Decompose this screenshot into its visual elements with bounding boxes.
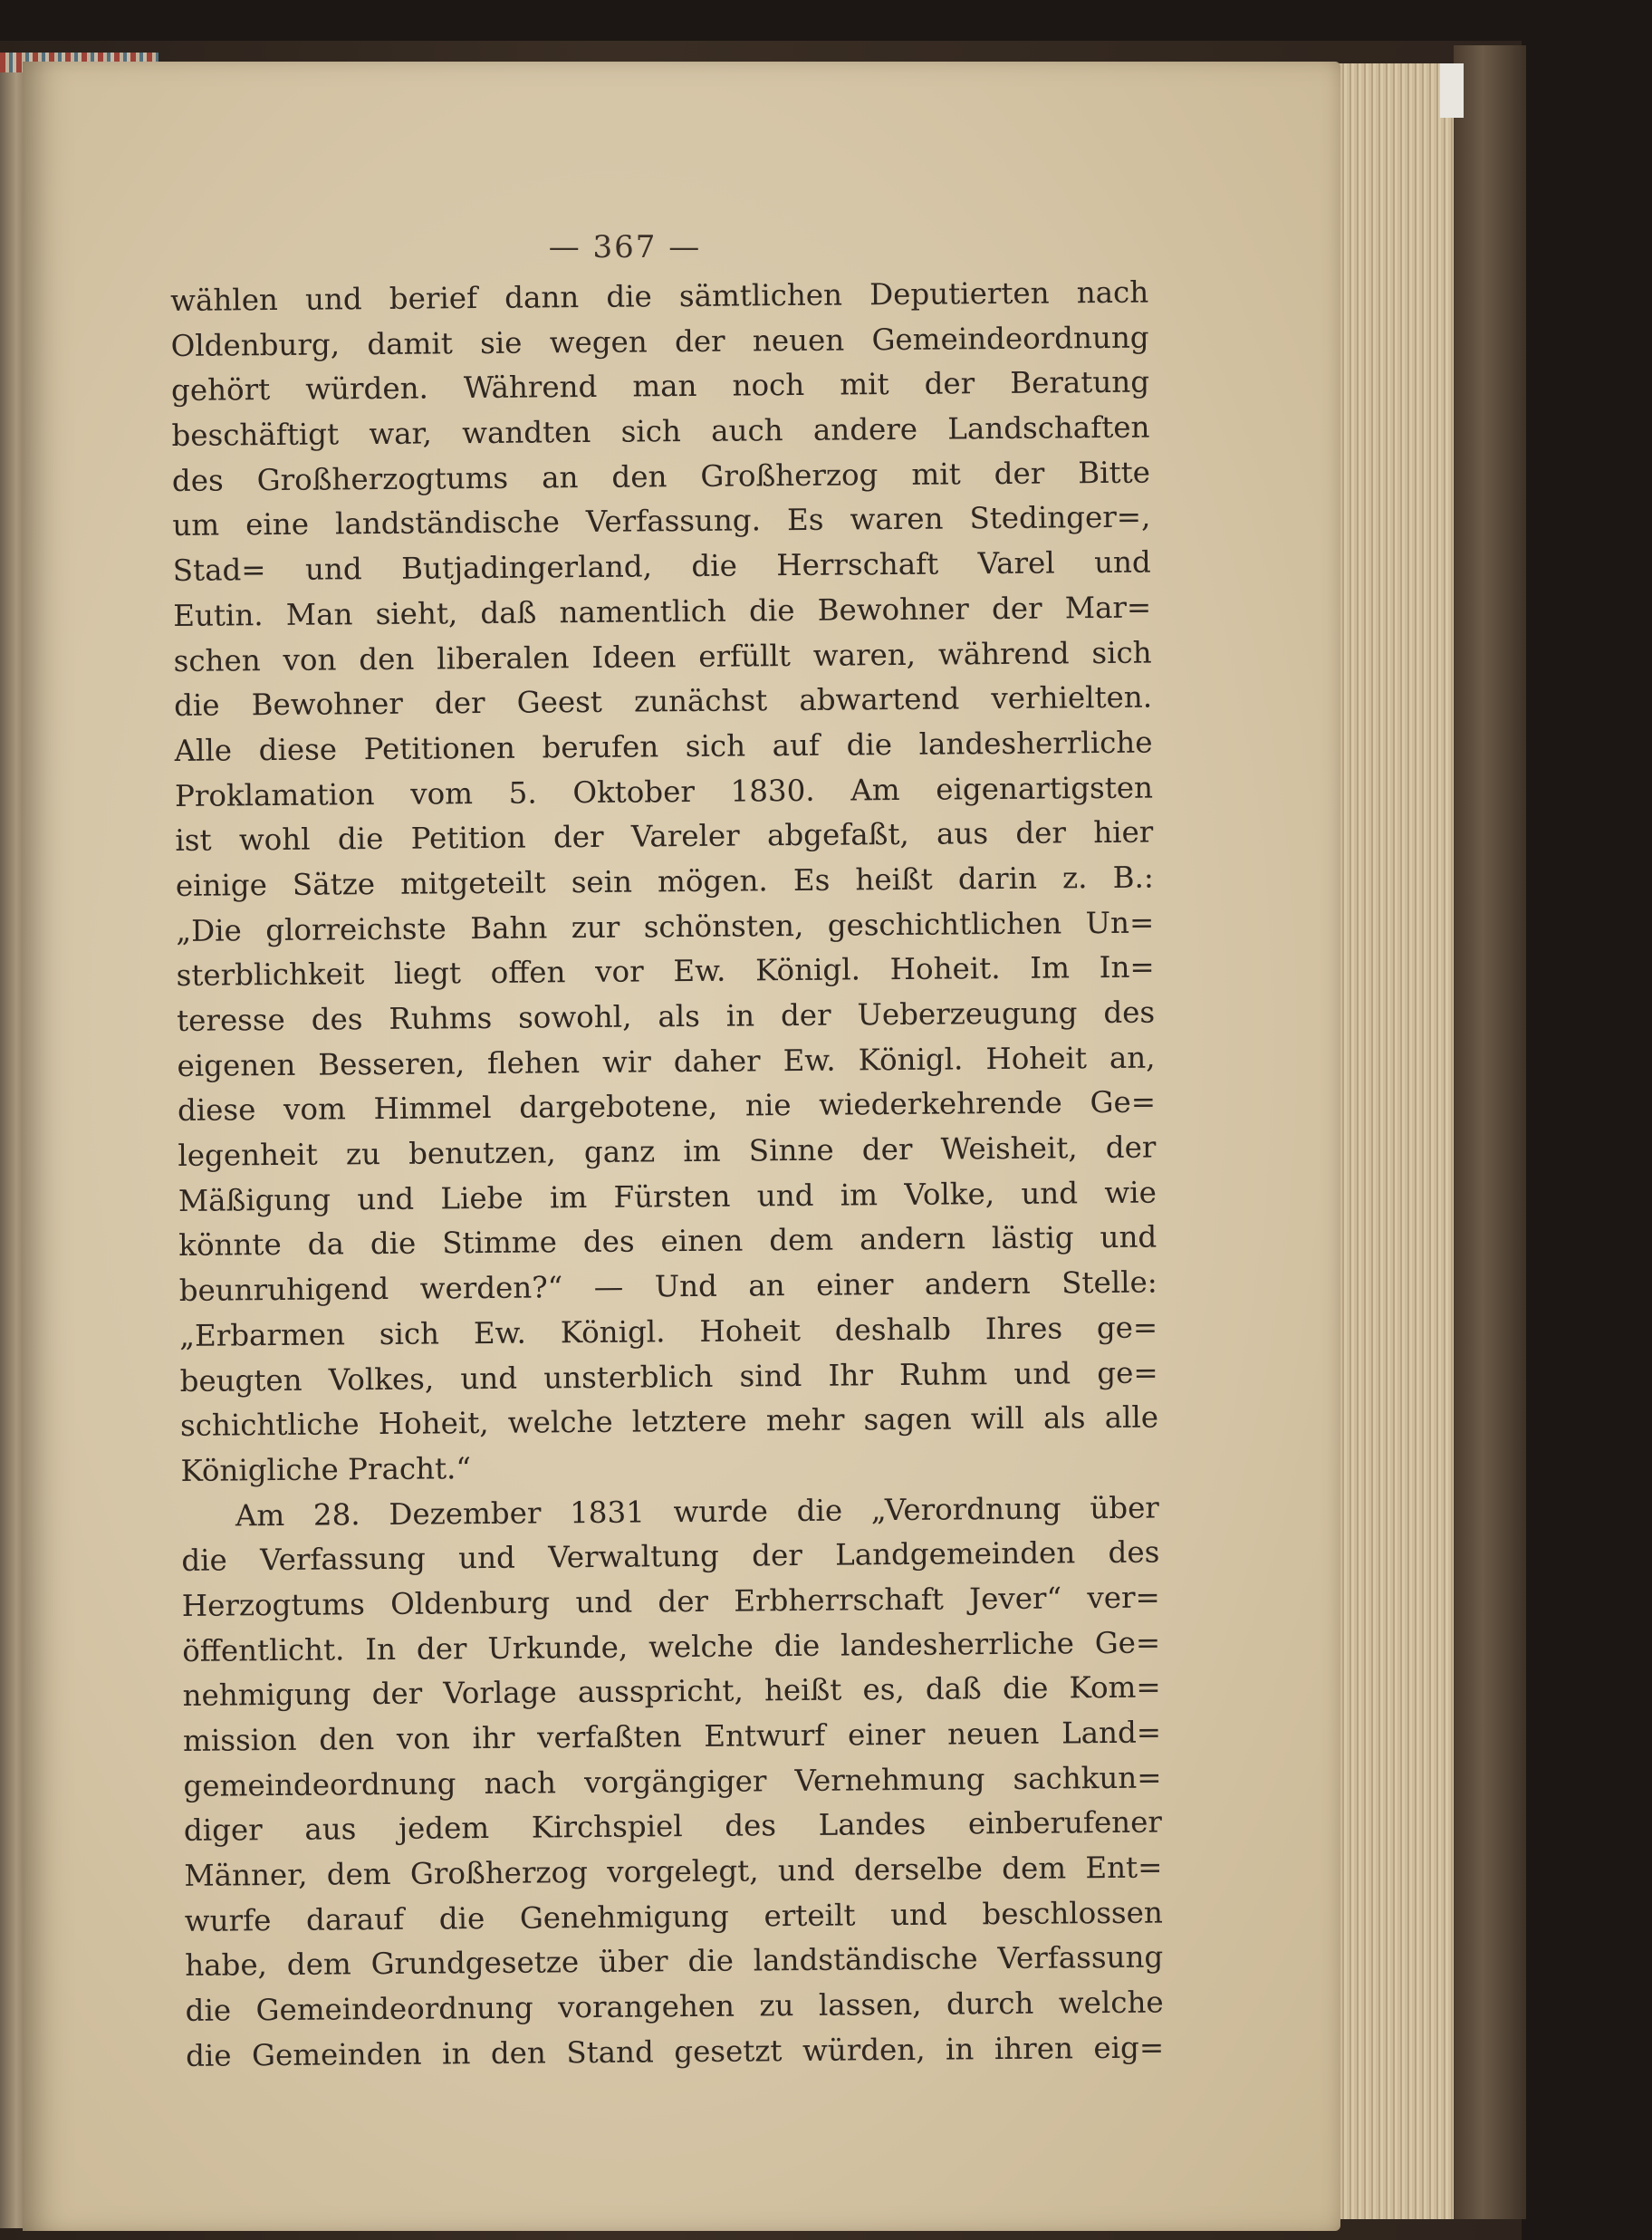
text-line: beugten Volkes, und unsterblich sind Ihr Ruhm und ge= xyxy=(179,1355,1158,1399)
text-line: die Verfassung und Verwaltung der Landgemeinden des xyxy=(181,1534,1160,1579)
text-line: öffentlicht. In der Urkunde, welche die landesherrliche Ge= xyxy=(182,1625,1161,1668)
text-line: die Gemeindeordnung vorangehen zu lassen, durch welche xyxy=(185,1985,1164,2029)
text-line: um eine landständische Verfassung. Es waren Stedinger=, xyxy=(172,500,1151,543)
text-line: schen von den liberalen Ideen erfüllt waren, während sich xyxy=(173,635,1152,678)
text-line: nehmigung der Vorlage ausspricht, heißt es, daß die Kom= xyxy=(182,1669,1161,1714)
text-line: habe, dem Grundgesetze über die landständische Verfassung xyxy=(185,1939,1164,1984)
text-line: könnte da die Stimme des einen dem andern lästig und xyxy=(178,1219,1157,1264)
text-line: diger aus jedem Kirchspiel des Landes einberufener xyxy=(183,1804,1163,1849)
text-line: wurfe darauf die Genehmigung erteilt und beschlossen xyxy=(184,1895,1163,1938)
text-line: eigenen Besseren, flehen wir daher Ew. Königl. Hoheit an, xyxy=(177,1040,1156,1083)
text-line: gehört würden. Während man noch mit der Beratung xyxy=(170,364,1150,409)
text-line: sterblichkeit liegt offen vor Ew. Königl. Hoheit. Im In= xyxy=(176,949,1155,994)
cover-edge xyxy=(1454,45,1526,2219)
page-text xyxy=(170,271,1164,2080)
text-line: Königliche Pracht.“ xyxy=(180,1451,472,1488)
text-line: diese vom Himmel dargebotene, nie wiederkehrende Ge= xyxy=(177,1084,1157,1129)
text-line: mission den von ihr verfaßten Entwurf einer neuen Land= xyxy=(182,1715,1162,1758)
text-line: Männer, dem Großherzog vorgelegt, und derselbe dem Ent= xyxy=(184,1850,1163,1893)
text-line: Herzogtums Oldenburg und der Erbherrschaft Jever“ ver= xyxy=(181,1580,1160,1623)
text-line: „Die glorreichste Bahn zur schönsten, geschichtlichen Un= xyxy=(176,905,1155,948)
text-line: einige Sätze mitgeteilt sein mögen. Es heißt darin z. B.: xyxy=(175,860,1154,903)
text-line: beunruhigend werden?“ — Und an einer andern Stelle: xyxy=(178,1264,1157,1309)
text-line: Oldenburg, damit sie wegen der neuen Gemeindeordnung xyxy=(170,320,1149,363)
page-number: — 367 — xyxy=(548,229,702,265)
text-line: die Gemeinden in den Stand gesetzt würden, in ihren eig= xyxy=(185,2030,1165,2073)
text-line: Mäßigung und Liebe im Fürsten und im Volke, und wie xyxy=(178,1175,1157,1218)
text-line: Alle diese Petitionen berufen sich auf die landesherrliche xyxy=(174,725,1153,768)
text-line: Am 28. Dezember 1831 wurde die „Verordnung über xyxy=(235,1490,1160,1533)
book-page xyxy=(23,62,1340,2231)
text-line: teresse des Ruhms sowohl, als in der Ueberzeugung des xyxy=(176,995,1156,1038)
text-line: legenheit zu benutzen, ganz im Sinne der Weisheit, der xyxy=(178,1130,1157,1174)
text-line: die Bewohner der Geest zunächst abwartend verhielten. xyxy=(173,679,1153,724)
bookmark-strip xyxy=(1440,63,1464,118)
text-line: wählen und berief dann die sämtlichen Deputierten nach xyxy=(170,274,1149,318)
text-line: „Erbarmen sich Ew. Königl. Hoheit deshalb Ihres ge= xyxy=(179,1310,1158,1353)
text-line: beschäftigt war, wandten sich auch andere Landschaften xyxy=(171,409,1150,454)
text-line: schichtliche Hoheit, welche letztere mehr sagen will als alle xyxy=(179,1399,1159,1444)
text-line: ist wohl die Petition der Vareler abgefaßt, aus der hier xyxy=(175,814,1154,859)
text-line: Stad= und Butjadingerland, die Herrschaft Varel und xyxy=(172,544,1151,589)
text-line: Proklamation vom 5. Oktober 1830. Am eigenartigsten xyxy=(174,770,1154,813)
text-line: Eutin. Man sieht, daß namentlich die Bewohner der Mar= xyxy=(173,590,1152,633)
text-line: gemeindeordnung nach vorgängiger Vernehmung sachkun= xyxy=(183,1760,1162,1803)
text-line: des Großherzogtums an den Großherzog mit der Bitte xyxy=(171,455,1151,498)
